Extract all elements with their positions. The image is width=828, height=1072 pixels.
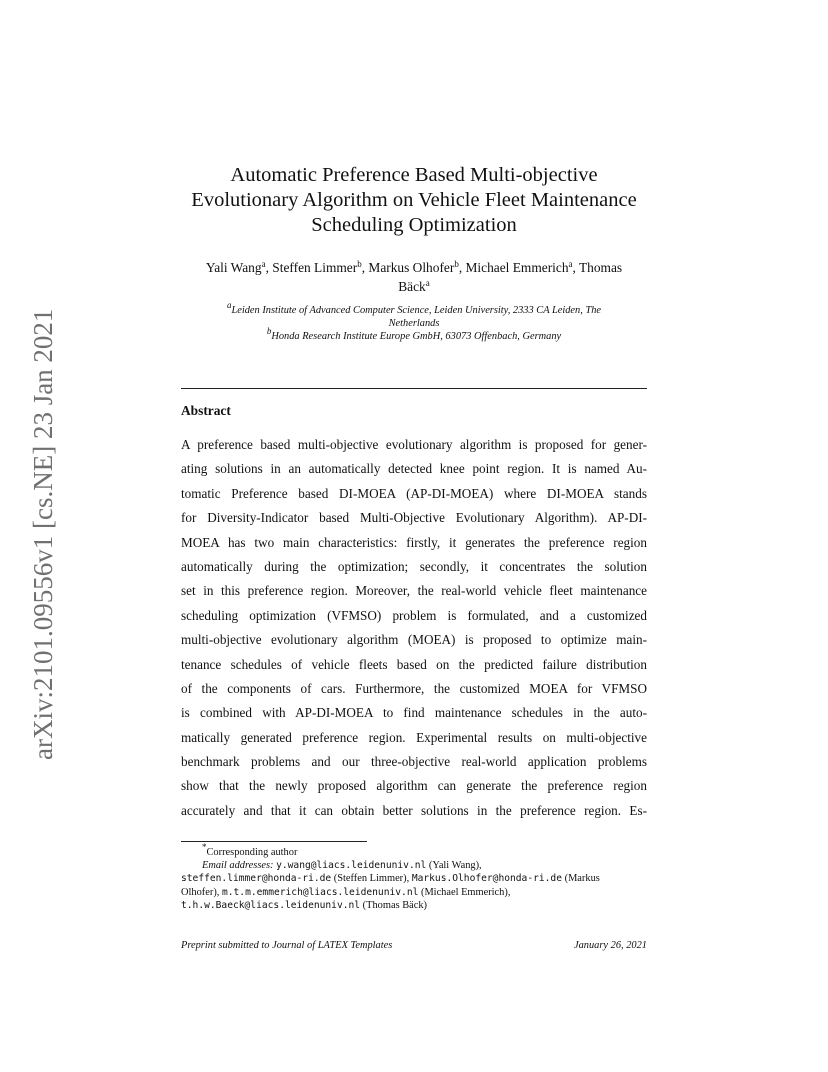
author-affiliation-mark: a: [425, 278, 430, 288]
abstract-line: MOEA has two main characteristics: firstly, it generates the preference region: [181, 534, 647, 550]
author-name: Bäck: [398, 279, 426, 294]
affiliation-mark: a: [226, 300, 232, 310]
abstract-line: ating solutions in an automatically detected knee point region. It is named Au-: [181, 461, 647, 477]
email-link[interactable]: m.t.m.emmerich@liacs.leidenuniv.nl: [221, 886, 419, 898]
preprint-journal: Preprint submitted to Journal of LATEX Templates: [181, 940, 393, 951]
abstract-line: A preference based multi-objective evolutionary algorithm is proposed for gener-: [181, 437, 647, 452]
abstract-line: automatically during the optimization; secondly, it concentrates the solution: [181, 558, 647, 574]
abstract-line: tomatic Preference based DI-MOEA (AP-DI-MOEA) where DI-MOEA stands: [181, 485, 647, 501]
preprint-footer: [181, 940, 647, 951]
email-owner: (Steffen Limmer),: [333, 873, 410, 885]
abstract-line: for Diversity-Indicator based Multi-Objective Evolutionary Algorithm). AP-DI-: [181, 510, 647, 526]
email-link[interactable]: t.h.w.Baeck@liacs.leidenuniv.nl: [181, 899, 361, 911]
author-affiliation-mark: a: [568, 259, 573, 269]
affiliations: [180, 300, 648, 343]
affiliation-text: Honda Research Institute Europe GmbH, 63073 Offenbach, Germany: [271, 331, 562, 342]
affiliation-mark: b: [266, 326, 272, 336]
arxiv-identifier: arXiv:2101.09556v1 [cs.NE] 23 Jan 2021: [28, 308, 58, 760]
abstract-line: tenance schedules of vehicle fleets based on the predicted failure distribution: [181, 656, 647, 672]
email-owner: (Markus: [564, 873, 600, 885]
email-label: Email addresses:: [202, 860, 274, 872]
email-link[interactable]: Markus.Olhofer@honda-ri.de: [411, 873, 562, 885]
affiliation-text: Leiden Institute of Advanced Computer Science, Leiden University, 2333 CA Leiden, The: [231, 305, 602, 316]
abstract-line: of the components of cars. Furthermore, the customized MOEA for VFMSO: [181, 680, 647, 696]
horizontal-rule: [181, 388, 647, 389]
abstract-heading: Abstract: [181, 403, 231, 418]
title-line: Evolutionary Algorithm on Vehicle Fleet Maintenance: [191, 189, 637, 211]
title-line: Scheduling Optimization: [311, 214, 517, 236]
preprint-date: January 26, 2021: [573, 940, 647, 951]
abstract-line: scheduling optimization (VFMSO) problem is formulated, and a customized: [181, 607, 647, 623]
author-affiliation-mark: a: [261, 259, 266, 269]
footnote-rule: [181, 841, 367, 842]
footnote-marker: *: [202, 842, 207, 852]
abstract-line: show that the newly proposed algorithm can generate the preference region: [181, 778, 647, 794]
author-affiliation-mark: b: [357, 259, 362, 269]
author-name: Yali Wang: [205, 260, 262, 275]
email-owner: (Yali Wang),: [428, 860, 482, 872]
author-affiliation-mark: b: [454, 259, 459, 269]
abstract-body: [181, 433, 647, 823]
abstract-line: is combined with AP-DI-MOEA to find maintenance schedules in the auto-: [181, 705, 647, 721]
abstract-line: set in this preference region. Moreover, the real-world vehicle fleet maintenance: [181, 583, 647, 599]
email-owner: Olhofer),: [181, 886, 220, 898]
abstract-line: matically generated preference region. Experimental results on multi-objective: [181, 729, 647, 745]
email-owner: (Michael Emmerich),: [420, 886, 511, 898]
abstract-line: multi-objective evolutionary algorithm (MOEA) is proposed to optimize main-: [181, 632, 647, 648]
email-link[interactable]: steffen.limmer@honda-ri.de: [181, 873, 332, 885]
footnote: [181, 842, 647, 912]
author-name: Thomas: [578, 260, 623, 275]
email-owner: (Thomas Bäck): [362, 899, 428, 911]
abstract-line: benchmark problems and our three-objective real-world application problems: [181, 754, 647, 770]
title-line: Automatic Preference Based Multi-objective: [230, 164, 598, 186]
footnote-text: Corresponding author: [206, 847, 298, 858]
author-name: Markus Olhofer: [368, 260, 455, 275]
email-link[interactable]: y.wang@liacs.leidenuniv.nl: [276, 860, 427, 872]
author-name: Michael Emmerich: [465, 260, 569, 275]
abstract-line: accurately and that it can obtain better solutions in the preference region. Es-: [181, 802, 647, 818]
affiliation-text: Netherlands: [388, 318, 440, 329]
author-list: Yali Wang$^a$, Steffen Limmer$^b$, Markus Olhofer$^b$, Michael Emmerich$^a$, Thomas Bäck$^a$: [205, 259, 623, 294]
paper-title: [160, 163, 668, 238]
author-name: Steffen Limmer: [272, 260, 358, 275]
